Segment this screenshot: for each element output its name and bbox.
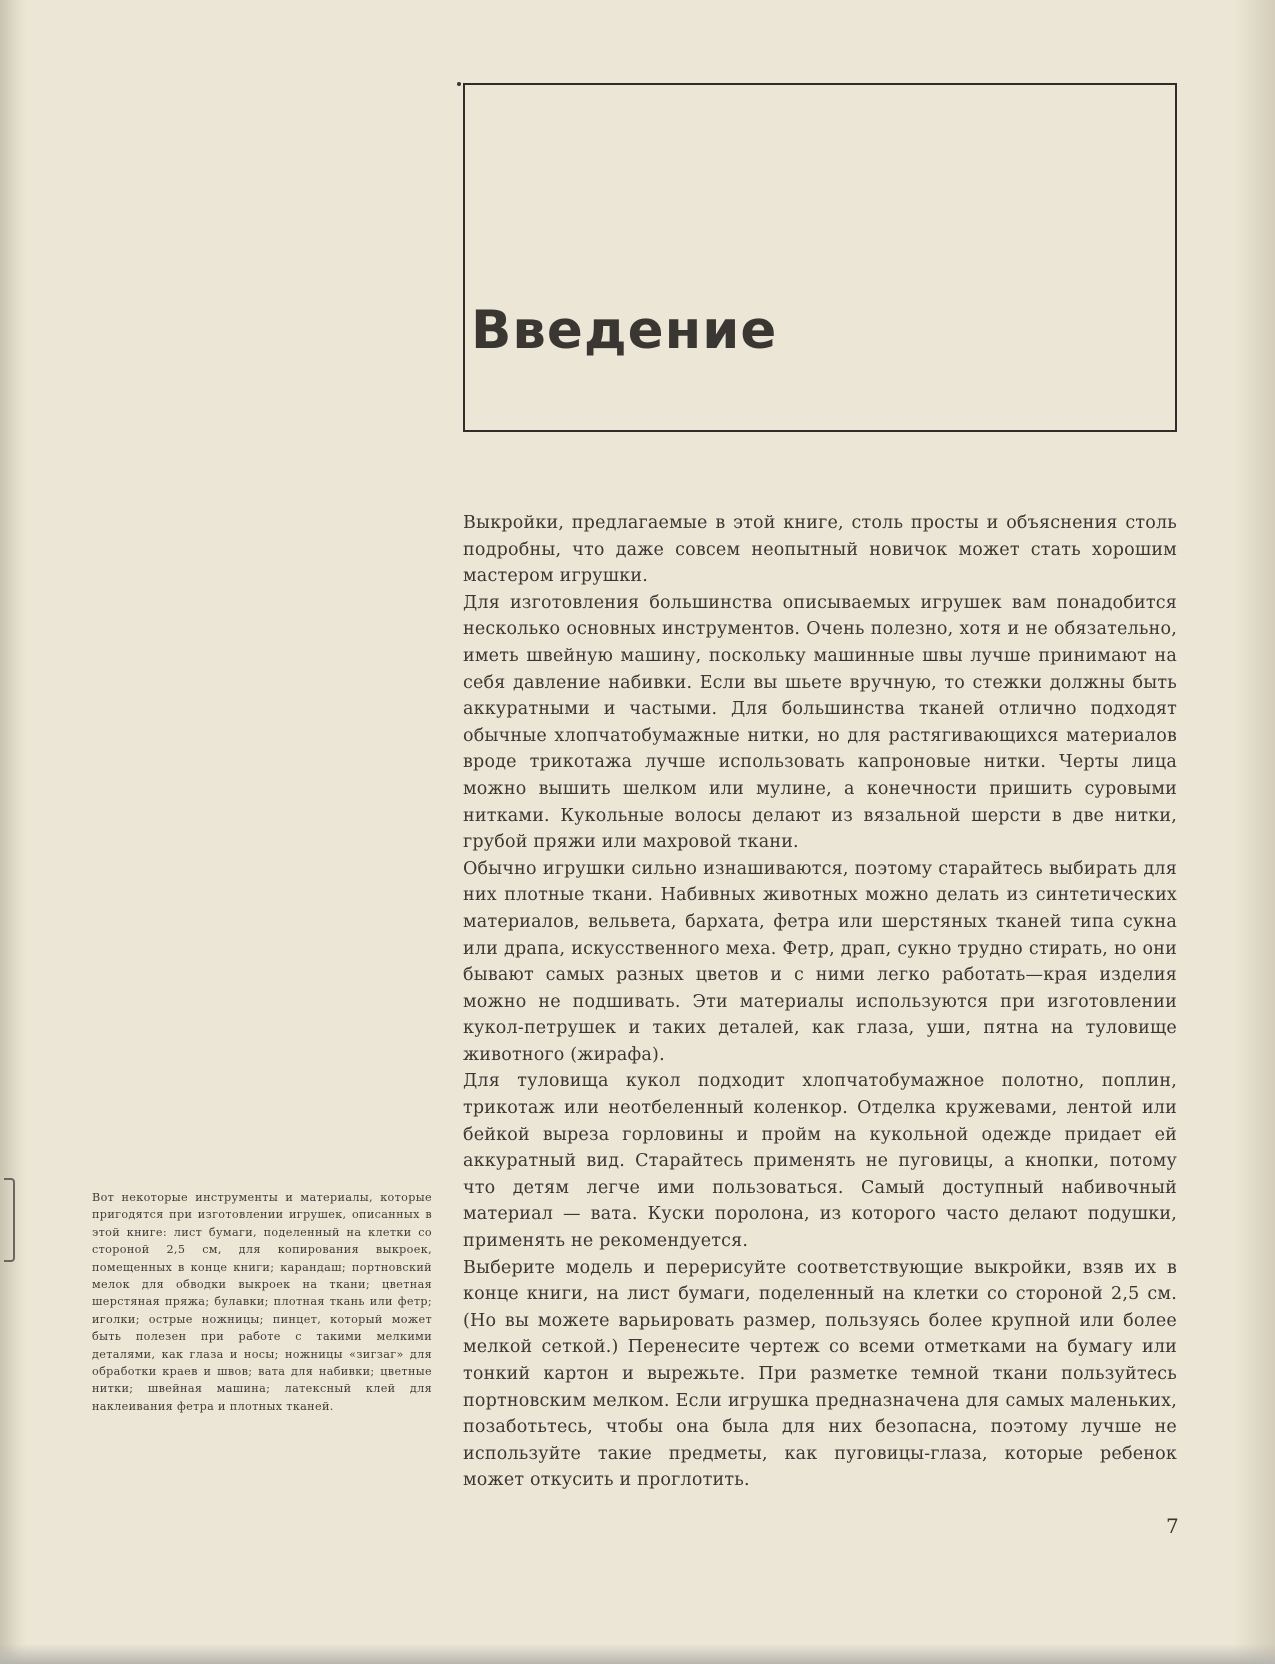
paragraph: Для туловища кукол подходит хлопчатобумажное полотно, поплин, трикотаж или неотбеленный коленкор. Отделка кружевами, лентой или бейкой выреза горловины и пройм на кукольной одежде придает ей аккуратный вид. Старайтесь применять не пуговицы, а кнопки, потому что детям легче ими пользоваться. Самый доступный набивочный материал — вата. Куски поролона, из которого часто делают подушки, применять не рекомендуется. xyxy=(463,1071,1177,1252)
sidebar-caption: Вот некоторые инструменты и материалы, которые пригодятся при изготовлении игрушек, описанных в этой книге: лист бумаги, поделенный на клетки со стороной 2,5 см, для копирования выкроек, помещенных в конце книги; карандаш; портновский мелок для обводки выкроек на ткани; цветная шерстяная пряжа; булавки; плотная ткань или фетр; иголки; острые ножницы; пинцет, который может быть полезен при работе с такими мелкими деталями, как глаза и носы; ножницы «зигзаг» для обработки краев и швов; вата для набивки; цветные нитки; швейная машина; латексный клей для наклеивания фетра и плотных тканей. xyxy=(92,1191,432,1413)
page-number: 7 xyxy=(1166,1514,1179,1538)
title-frame xyxy=(463,83,1177,432)
paragraph: Для изготовления большинства описываемых игрушек вам понадобится несколько основных инструментов. Очень полезно, хотя и не обязательно, иметь швейную машину, поскольку машинные швы лучше принимают на себя давление набивки. Если вы шьете вручную, то стежки должны быть аккуратными и частыми. Для большинства тканей отлично подходят обычные хлопчатобумажные нитки, но для растягивающихся материалов вроде трикотажа лучше использовать капроновые нитки. Черты лица можно вышить шелком или мулине, а конечности пришить суровыми нитками. Кукольные волосы делают из вязальной шерсти в две нитки, грубой пряжи или махровой ткани. xyxy=(463,592,1177,853)
page-bottom-shadow xyxy=(0,1644,1275,1664)
paragraph: Выберите модель и перерисуйте соответствующие выкройки, взяв их в конце книги, на лист бумаги, поделенный на клетки со стороной 2,5 см. (Но вы можете варьировать размер, пользуясь более крупной или более мелкой сеткой.) Перенесите чертеж со всеми отметками на бумагу или тонкий картон и вырежьте. При разметке темной ткани пользуйтесь портновским мелком. Если игрушка предназначена для самых маленьких, позаботьтесь, чтобы она была для них безопасна, поэтому лучше не используйте такие предметы, как пуговицы-глаза, которые ребенок может откусить и проглотить. xyxy=(463,1257,1177,1491)
binding-clip xyxy=(4,1178,15,1262)
page-title: Введение xyxy=(471,300,778,361)
paragraph: Выкройки, предлагаемые в этой книге, столь просты и объяснения столь подробны, что даже совсем неопытный новичок может стать хорошим мастером игрушки. xyxy=(463,513,1177,587)
main-text-column xyxy=(463,510,1177,1494)
paragraph: Обычно игрушки сильно изнашиваются, поэтому старайтесь выбирать для них плотные ткани. Набивных животных можно делать из синтетических материалов, вельвета, бархата, фетра или шерстяных тканей типа сукна или драпа, искусственного меха. Фетр, драп, сукно трудно стирать, но они бывают самых разных цветов и с ними легко работать—края изделия можно не подшивать. Эти материалы используются при изготовлении кукол-петрушек и таких деталей, как глаза, уши, пятна на туловище животного (жирафа). xyxy=(463,858,1177,1065)
page-edge-shadow xyxy=(1235,0,1275,1664)
frame-mark xyxy=(457,82,461,86)
page-gutter-shadow xyxy=(0,0,26,1664)
